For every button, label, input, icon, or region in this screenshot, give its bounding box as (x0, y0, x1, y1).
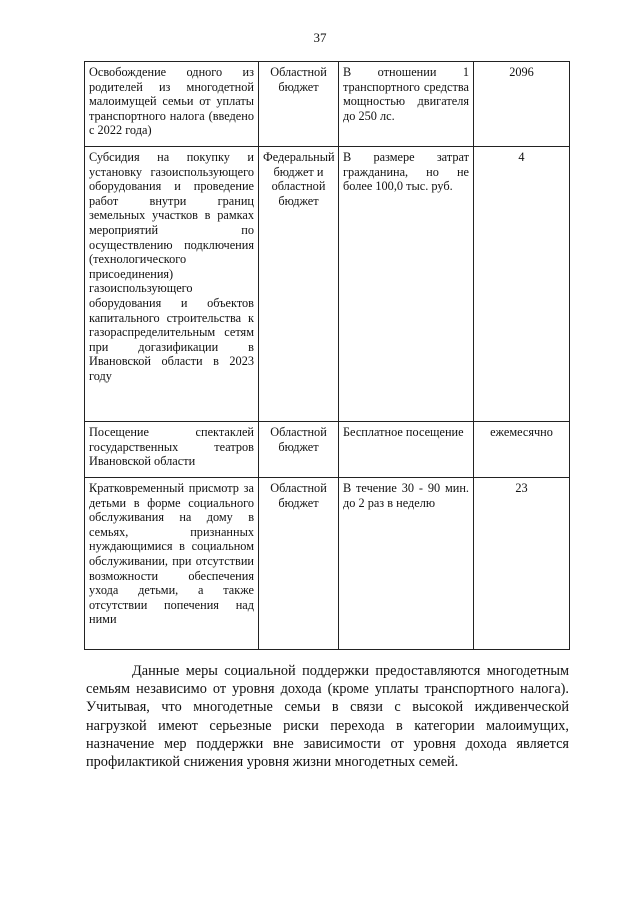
source-cell: Областной бюджет (259, 478, 339, 650)
measure-cell: Посещение спектаклей государственных театров Ивановской области (85, 422, 259, 478)
measure-cell: Субсидия на покупку и установку газоиспользующего оборудования и проведение работ внутри границ земельных участков в рамках мероприятий по осуществлению подключения (технологического присоединения) газоиспользующего оборудования и объектов капитального строительства к газораспределительным сетям при догазификации в Ивановской области в 2023 году (85, 147, 259, 422)
measure-cell: Кратковременный присмотр за детьми в форме социального обслуживания на дому в семьях, признанных нуждающимися в социальном обслуживании, при отсутствии возможности обеспечения ухода детьми, а также отсутствии попечения над ними (85, 478, 259, 650)
count-cell: 4 (474, 147, 570, 422)
table-row (85, 478, 570, 650)
count-cell: 2096 (474, 62, 570, 147)
count-cell: 23 (474, 478, 570, 650)
table-row (85, 62, 570, 147)
page-number: 37 (313, 30, 327, 45)
table-row (85, 147, 570, 422)
body-paragraph: Данные меры социальной поддержки предоставляются многодетным семьям независимо от уровня дохода (кроме уплаты транспортного налога). Учитывая, что многодетные семьи в связи с высокой иждивенческой нагрузкой имеют серьезные риски перехода в категории малоимущих, назначение мер поддержки вне зависимости от уровня дохода является профилактикой снижения уровня жизни многодетных семей. (86, 663, 569, 771)
amount-cell: В течение 30 - 90 мин. до 2 раз в неделю (339, 478, 474, 650)
amount-cell: В размере затрат гражданина, но не более 100,0 тыс. руб. (339, 147, 474, 422)
source-cell: Федеральный бюджет и областной бюджет (259, 147, 339, 422)
support-measures-table (84, 61, 570, 650)
amount-cell: В отношении 1 транспортного средства мощностью двигателя до 250 лс. (339, 62, 474, 147)
source-cell: Областной бюджет (259, 62, 339, 147)
amount-cell: Бесплатное посещение (339, 422, 474, 478)
measure-cell: Освобождение одного из родителей из многодетной малоимущей семьи от уплаты транспортного налога (введено с 2022 года) (85, 62, 259, 147)
count-cell: ежемесячно (474, 422, 570, 478)
source-cell: Областной бюджет (259, 422, 339, 478)
table-row (85, 422, 570, 478)
